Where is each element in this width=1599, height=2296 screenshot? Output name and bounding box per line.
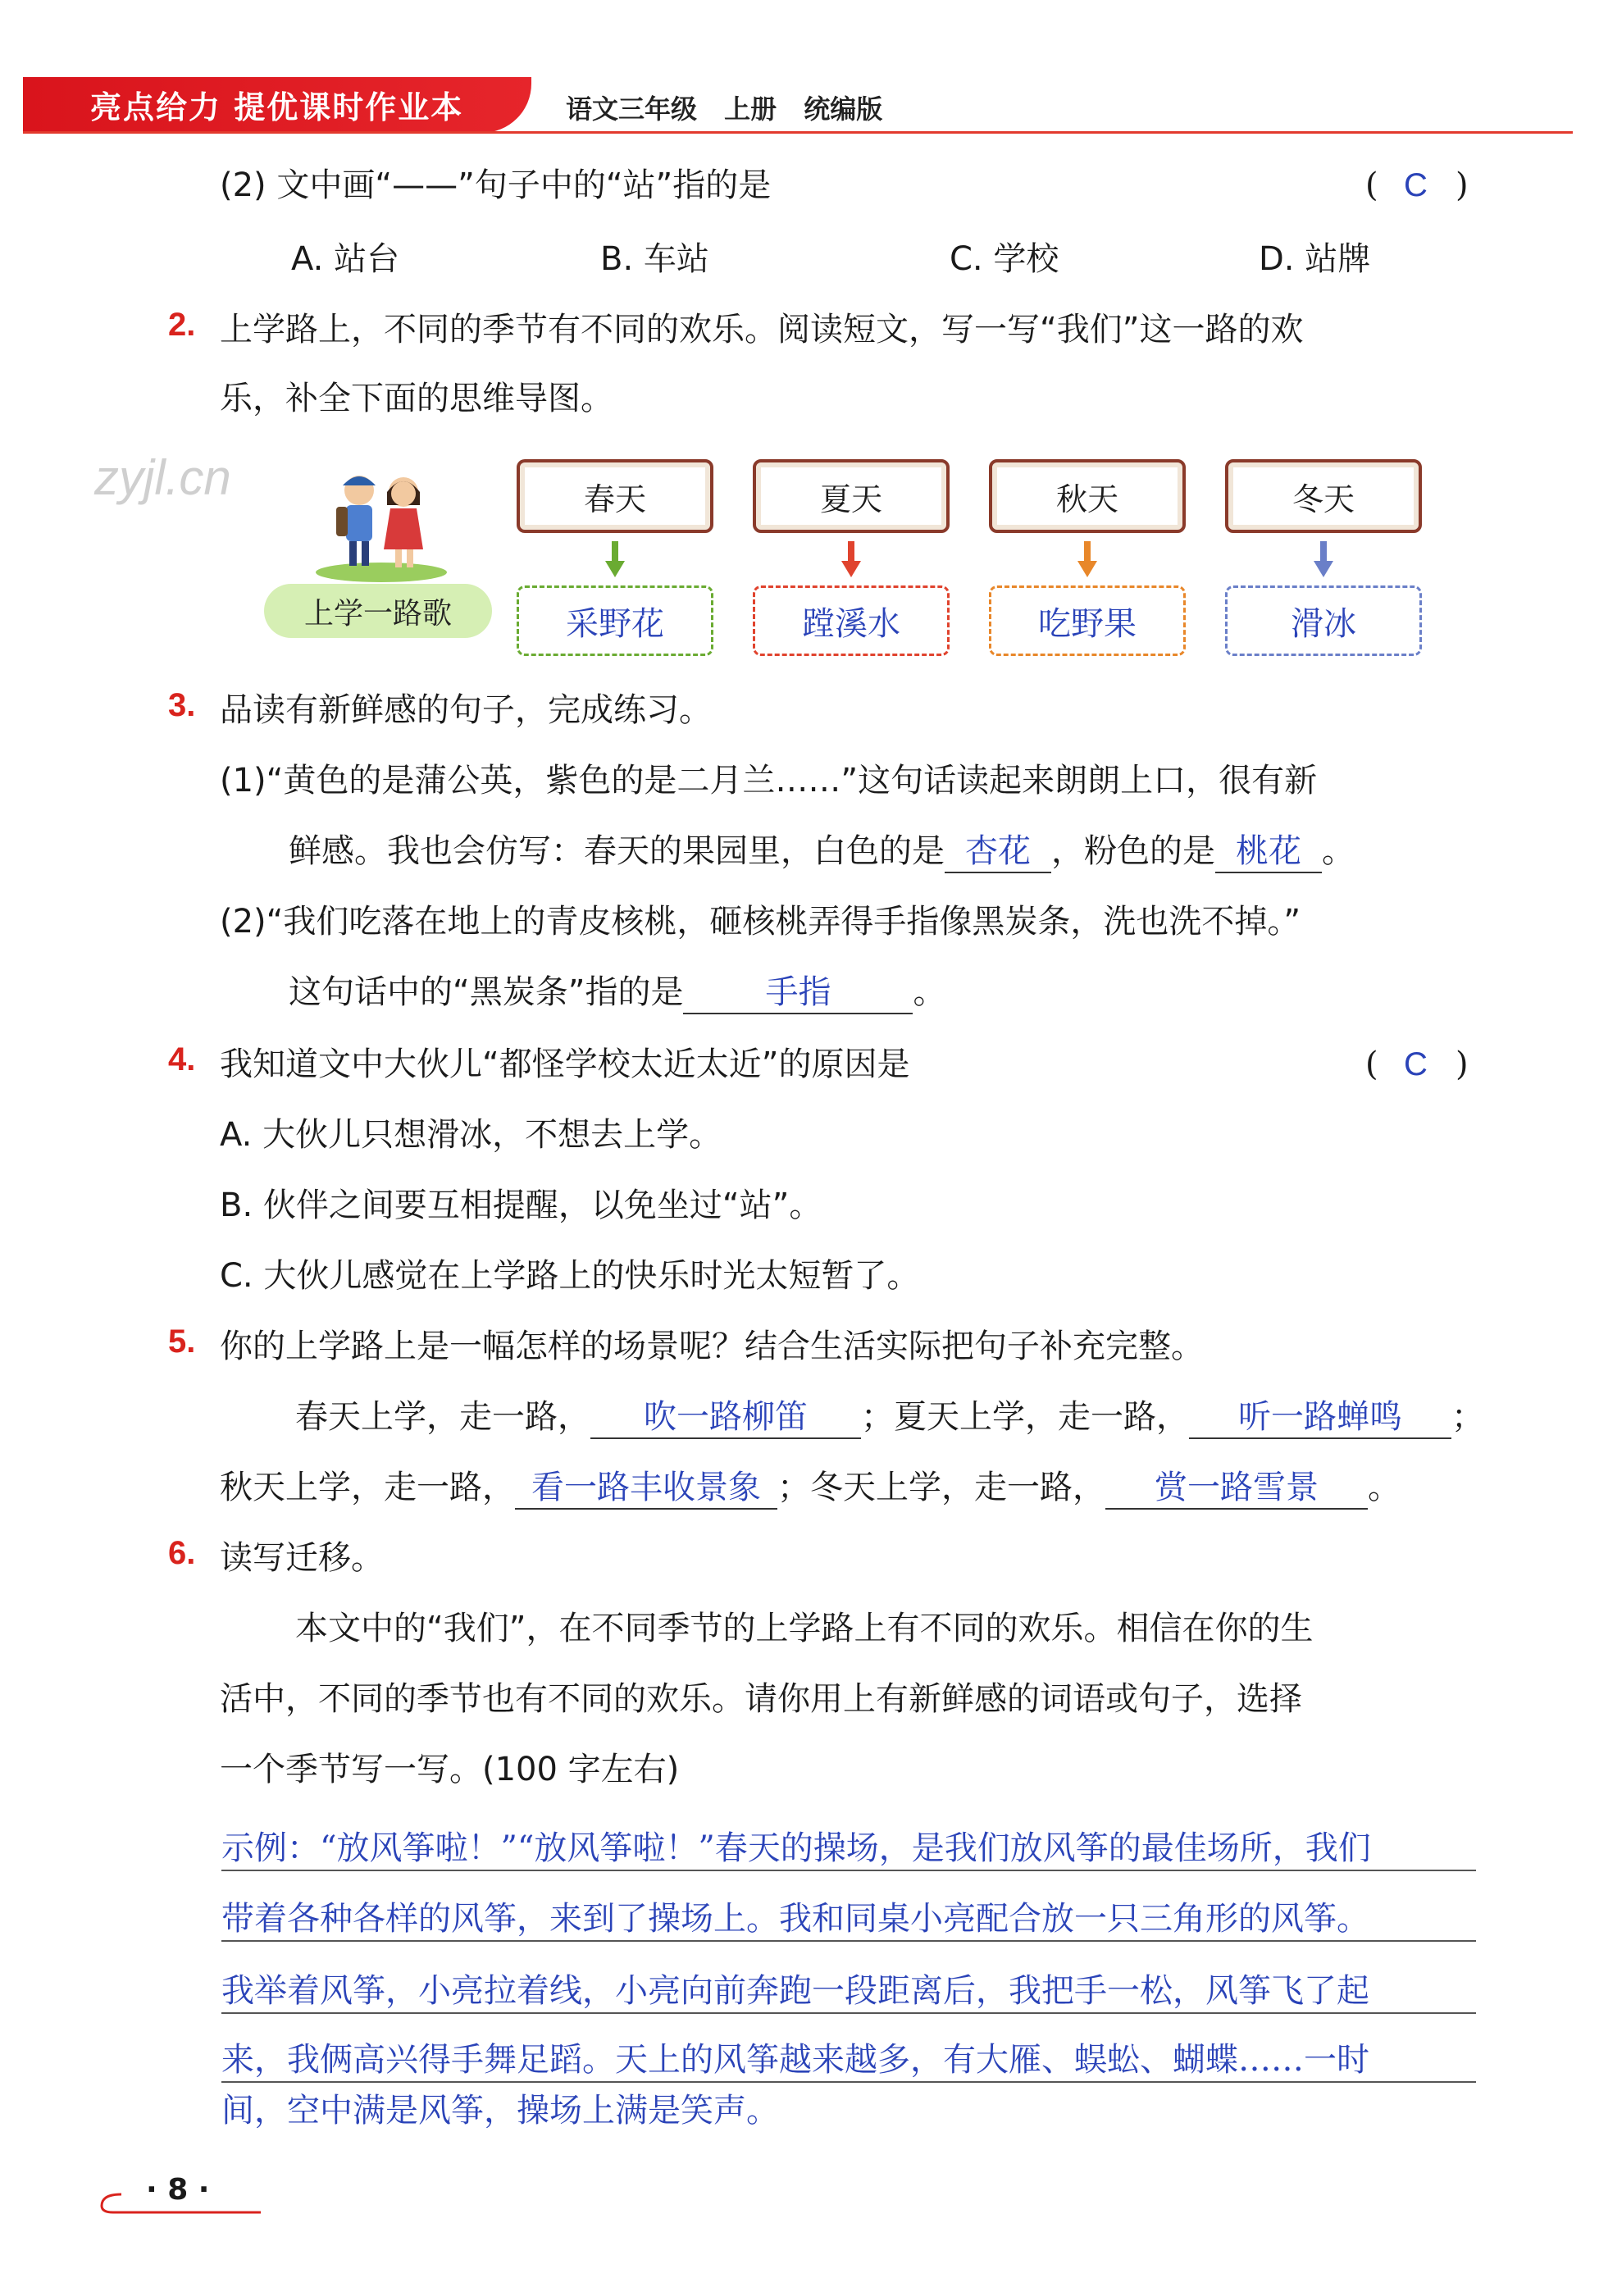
essay-line-2: 带着各种各样的风筝，来到了操场上。我和同桌小亮配合放一只三角形的风筝。 bbox=[221, 1900, 1369, 1938]
q4-option-c: C. 大伙儿感觉在上学路上的快乐时光太短暂了。 bbox=[220, 1257, 920, 1295]
header-divider bbox=[23, 131, 1573, 134]
mindmap-season-autumn: 秋天 bbox=[989, 459, 1186, 533]
q3-p1-line1: (1)“黄色的是蒲公英，紫色的是二月兰……”这句话读起来朗朗上口，很有新 bbox=[220, 762, 1318, 800]
essay-line-3: 我举着风筝，小亮拉着线，小亮向前奔跑一段距离后，我把手一松，风筝飞了起 bbox=[221, 1972, 1369, 2010]
q3-p2-text-a: 这句话中的“黑炭条”指的是 bbox=[289, 973, 684, 1011]
students-illustration bbox=[312, 467, 451, 582]
q6-title: 读写迁移。 bbox=[220, 1539, 384, 1577]
q3-p1-text-c: 。 bbox=[1322, 832, 1355, 870]
q3-p1-answer-2: 桃花 bbox=[1215, 831, 1322, 873]
q5-text-1: 春天上学，走一路， bbox=[295, 1398, 590, 1436]
q5-text-6: 。 bbox=[1368, 1469, 1401, 1506]
watermark: zyjl.cn bbox=[94, 450, 231, 505]
q3-p2-line1: (2)“我们吃落在地上的青皮核桃，砸核桃弄得手指像黑炭条，洗也洗不掉。” bbox=[220, 903, 1301, 941]
q1-2-prompt: (2) 文中画“——”句子中的“站”指的是 bbox=[220, 166, 772, 204]
q5-text-4: 秋天上学，走一路， bbox=[220, 1469, 515, 1506]
mindmap-answer-summer: 蹚溪水 bbox=[753, 585, 950, 656]
mindmap-answer-spring: 采野花 bbox=[517, 585, 713, 656]
q3-p1-text-b: ，粉色的是 bbox=[1051, 832, 1215, 870]
arrow-down-icon bbox=[1077, 541, 1097, 579]
q6-line2: 活中，不同的季节也有不同的欢乐。请你用上有新鲜感的词语或句子，选择 bbox=[220, 1680, 1302, 1718]
q6-number: 6. bbox=[168, 1535, 196, 1571]
q4-option-a: A. 大伙儿只想滑冰，不想去上学。 bbox=[220, 1116, 722, 1154]
q3-p1-line2 bbox=[289, 828, 1355, 874]
q1-2-paren-close: ) bbox=[1456, 166, 1469, 204]
q5-answer-winter: 赏一路雪景 bbox=[1105, 1467, 1368, 1510]
q3-p1-text-a: 鲜感。我也会仿写：春天的果园里，白色的是 bbox=[289, 832, 945, 870]
writing-line bbox=[221, 1940, 1476, 1942]
q1-2-option-b: B. 车站 bbox=[600, 240, 709, 278]
q5-line1 bbox=[295, 1394, 1484, 1440]
mindmap-season-summer: 夏天 bbox=[753, 459, 950, 533]
q3-p2-line2 bbox=[289, 969, 945, 1015]
q1-2-answer: C bbox=[1404, 167, 1428, 203]
q5-answer-summer: 听一路蝉鸣 bbox=[1189, 1396, 1451, 1439]
q3-p2-text-b: 。 bbox=[913, 973, 946, 1011]
q4-paren-open: ( bbox=[1365, 1046, 1378, 1083]
q5-text-3: ； bbox=[1451, 1398, 1484, 1436]
book-title: 亮点给力 提优课时作业本 bbox=[90, 89, 464, 125]
arrow-down-icon bbox=[841, 541, 861, 579]
q6-line3: 一个季节写一写。(100 字左右) bbox=[220, 1751, 680, 1788]
writing-line bbox=[221, 2081, 1476, 2083]
q2-line1: 上学路上，不同的季节有不同的欢乐。阅读短文，写一写“我们”这一路的欢 bbox=[220, 311, 1304, 348]
q4-option-b: B. 伙伴之间要互相提醒，以免坐过“站”。 bbox=[220, 1187, 822, 1224]
q4-paren-close: ) bbox=[1456, 1046, 1469, 1083]
book-subtitle: 语文三年级 上册 统编版 bbox=[566, 93, 883, 125]
essay-line-5: 间，空中满是风筝，操场上满是笑声。 bbox=[221, 2092, 779, 2130]
mindmap-season-spring: 春天 bbox=[517, 459, 713, 533]
q2-number: 2. bbox=[168, 307, 196, 343]
q3-p1-answer-1: 杏花 bbox=[945, 831, 1051, 873]
writing-line bbox=[221, 2012, 1476, 2014]
essay-line-4: 来，我俩高兴得手舞足蹈。天上的风筝越来越多，有大雁、蜈蚣、蝴蝶……一时 bbox=[221, 2041, 1369, 2079]
q3-number: 3. bbox=[168, 687, 196, 723]
q1-2-option-a: A. 站台 bbox=[291, 240, 400, 278]
q1-2-option-d: D. 站牌 bbox=[1259, 240, 1371, 278]
mindmap-season-winter: 冬天 bbox=[1225, 459, 1422, 533]
q2-line2: 乐，补全下面的思维导图。 bbox=[220, 380, 613, 417]
writing-line bbox=[221, 1870, 1476, 1871]
q1-2-paren-open: ( bbox=[1365, 166, 1378, 204]
mindmap-answer-autumn: 吃野果 bbox=[989, 585, 1186, 656]
page-number: · 8 · bbox=[146, 2173, 210, 2207]
essay-line-1: 示例：“放风筝啦！”“放风筝啦！”春天的操场，是我们放风筝的最佳场所，我们 bbox=[221, 1829, 1371, 1867]
q3-p2-answer: 手指 bbox=[683, 972, 913, 1014]
q5-prompt: 你的上学路上是一幅怎样的场景呢？结合生活实际把句子补充完整。 bbox=[220, 1328, 1204, 1365]
q5-text-2: ；夏天上学，走一路， bbox=[861, 1398, 1189, 1436]
q6-line1: 本文中的“我们”，在不同季节的上学路上有不同的欢乐。相信在你的生 bbox=[295, 1610, 1314, 1647]
q5-line2 bbox=[220, 1465, 1401, 1510]
q4-number: 4. bbox=[168, 1041, 196, 1077]
mindmap-center-label: 上学一路歌 bbox=[264, 584, 492, 638]
arrow-down-icon bbox=[1314, 541, 1333, 579]
arrow-down-icon bbox=[605, 541, 625, 579]
q5-answer-spring: 吹一路柳笛 bbox=[590, 1396, 861, 1439]
q4-prompt: 我知道文中大伙儿“都怪学校太近太近”的原因是 bbox=[220, 1046, 910, 1083]
q4-answer: C bbox=[1404, 1046, 1428, 1082]
mindmap-answer-winter: 滑冰 bbox=[1225, 585, 1422, 656]
q3-title: 品读有新鲜感的句子，完成练习。 bbox=[220, 691, 712, 729]
q5-number: 5. bbox=[168, 1323, 196, 1360]
q1-2-option-c: C. 学校 bbox=[950, 240, 1059, 278]
q5-answer-autumn: 看一路丰收景象 bbox=[515, 1467, 777, 1510]
q5-text-5: ；冬天上学，走一路， bbox=[777, 1469, 1105, 1506]
